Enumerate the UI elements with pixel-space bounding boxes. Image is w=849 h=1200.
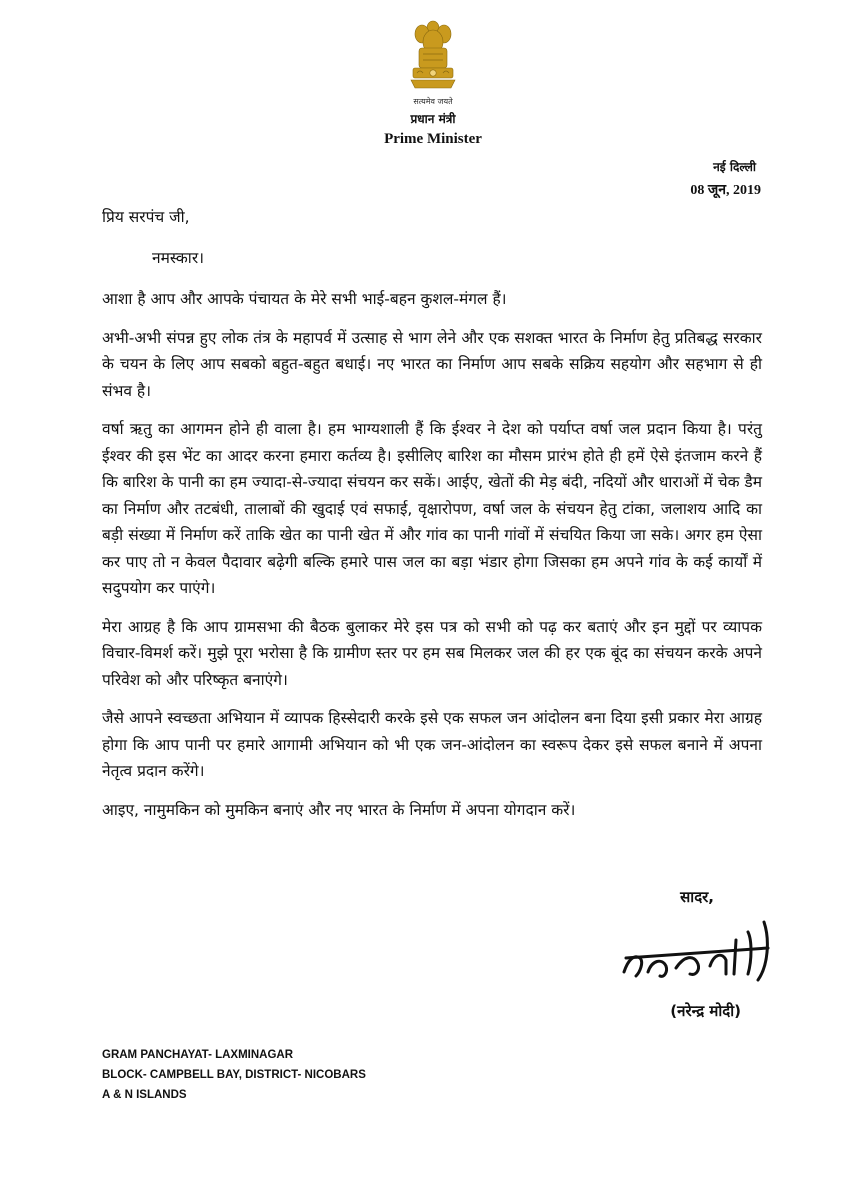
office-title-english: Prime Minister xyxy=(384,131,482,147)
body-paragraph: वर्षा ऋतु का आगमन होने ही वाला है। हम भाग्यशाली हैं कि ईश्वर ने देश को पर्याप्त वर्षा जल प्रदान किया है। परंतु ईश्वर की इस भेंट का आदर करना हमारा कर्तव्य है। इसीलिए बारिश का मौसम प्रारंभ होते ही हमें ऐसे इंतजाम करने हैं कि बारिश के पानी का हम ज्यादा-से-ज्यादा संचयन कर सकें। आईए, खेतों की मेड़ बंदी, नदियों और धाराओं में चेक डैम का निर्माण और तटबंधी, तालाबों की खुदाई एवं सफाई, वृक्षारोपण, वर्षा जल के संचयन हेतु टांका, जलाशय आदि का बड़ी संख्या में निर्माण करें ताकि खेत का पानी खेत में और गांव का पानी गांवों में संचयित किया जा सके। अगर हम ऐसा कर पाए तो न केवल पैदावार बढ़ेगी बल्कि हमारे पास जल का बड़ा भंडार होगा जिसका हम अपने गांव के कई कार्यों में सदुपयोग कर पाएंगे। xyxy=(102,420,762,597)
closing: सादर, xyxy=(680,888,714,906)
body-paragraph: आइए, नामुमकिन को मुमकिन बनाएं और नए भारत के निर्माण में अपना योगदान करें। xyxy=(102,800,576,819)
address-line: BLOCK- CAMPBELL BAY, DISTRICT- NICOBARS xyxy=(102,1069,366,1081)
office-title-hindi: प्रधान मंत्री xyxy=(410,112,456,126)
signer-name: (नरेन्द्र मोदी) xyxy=(670,1002,741,1020)
body-paragraph: अभी-अभी संपन्न हुए लोक तंत्र के महापर्व में उत्साह से भाग लेने और एक सशक्त भारत के निर्माण हेतु प्रतिबद्ध सरकार के चयन के लिए आप सबको बहुत-बहुत बधाई। नए भारत का निर्माण आप सबके सक्रिय सहयोग और सहभाग से ही संभव है। xyxy=(102,328,762,400)
address-line: A & N ISLANDS xyxy=(102,1089,187,1101)
body-paragraph: जैसे आपने स्वच्छता अभियान में व्यापक हिस्सेदारी करके इसे एक सफल जन आंदोलन बना दिया इसी प्रकार मेरा आग्रह होगा कि आप पानी पर हमारे आगामी अभियान को भी एक जन-आंदोलन का स्वरूप देकर इसे सफल बनाने में अपना नेतृत्व प्रदान करेंगे। xyxy=(102,709,762,780)
handwritten-signature xyxy=(618,910,778,990)
dateline-date: 08 जून, 2019 xyxy=(690,183,761,198)
greeting: नमस्कार। xyxy=(152,249,205,267)
emblem-motto: सत्यमेव जयते xyxy=(413,97,453,106)
salutation: प्रिय सरपंच जी, xyxy=(102,208,190,226)
recipient-address xyxy=(102,1045,366,1105)
address-line: GRAM PANCHAYAT- LAXMINAGAR xyxy=(102,1049,294,1061)
letter-body xyxy=(102,286,762,835)
body-paragraph: मेरा आग्रह है कि आप ग्रामसभा की बैठक बुलाकर मेरे इस पत्र को सभी को पढ़ कर बताएं और इन मुद्दों पर व्यापक विचार-विमर्श करें। मुझे पूरा भरोसा है कि ग्रामीण स्तर पर हम सब मिलकर जल की हर एक बूंद का संचयन करके अपने परिवेश को और परिष्कृत बनाएंगे। xyxy=(102,617,762,689)
national-emblem-icon xyxy=(405,18,461,96)
body-paragraph: आशा है आप और आपके पंचायत के मेरे सभी भाई-बहन कुशल-मंगल हैं। xyxy=(102,290,507,308)
dateline-city: नई दिल्ली xyxy=(713,160,756,174)
